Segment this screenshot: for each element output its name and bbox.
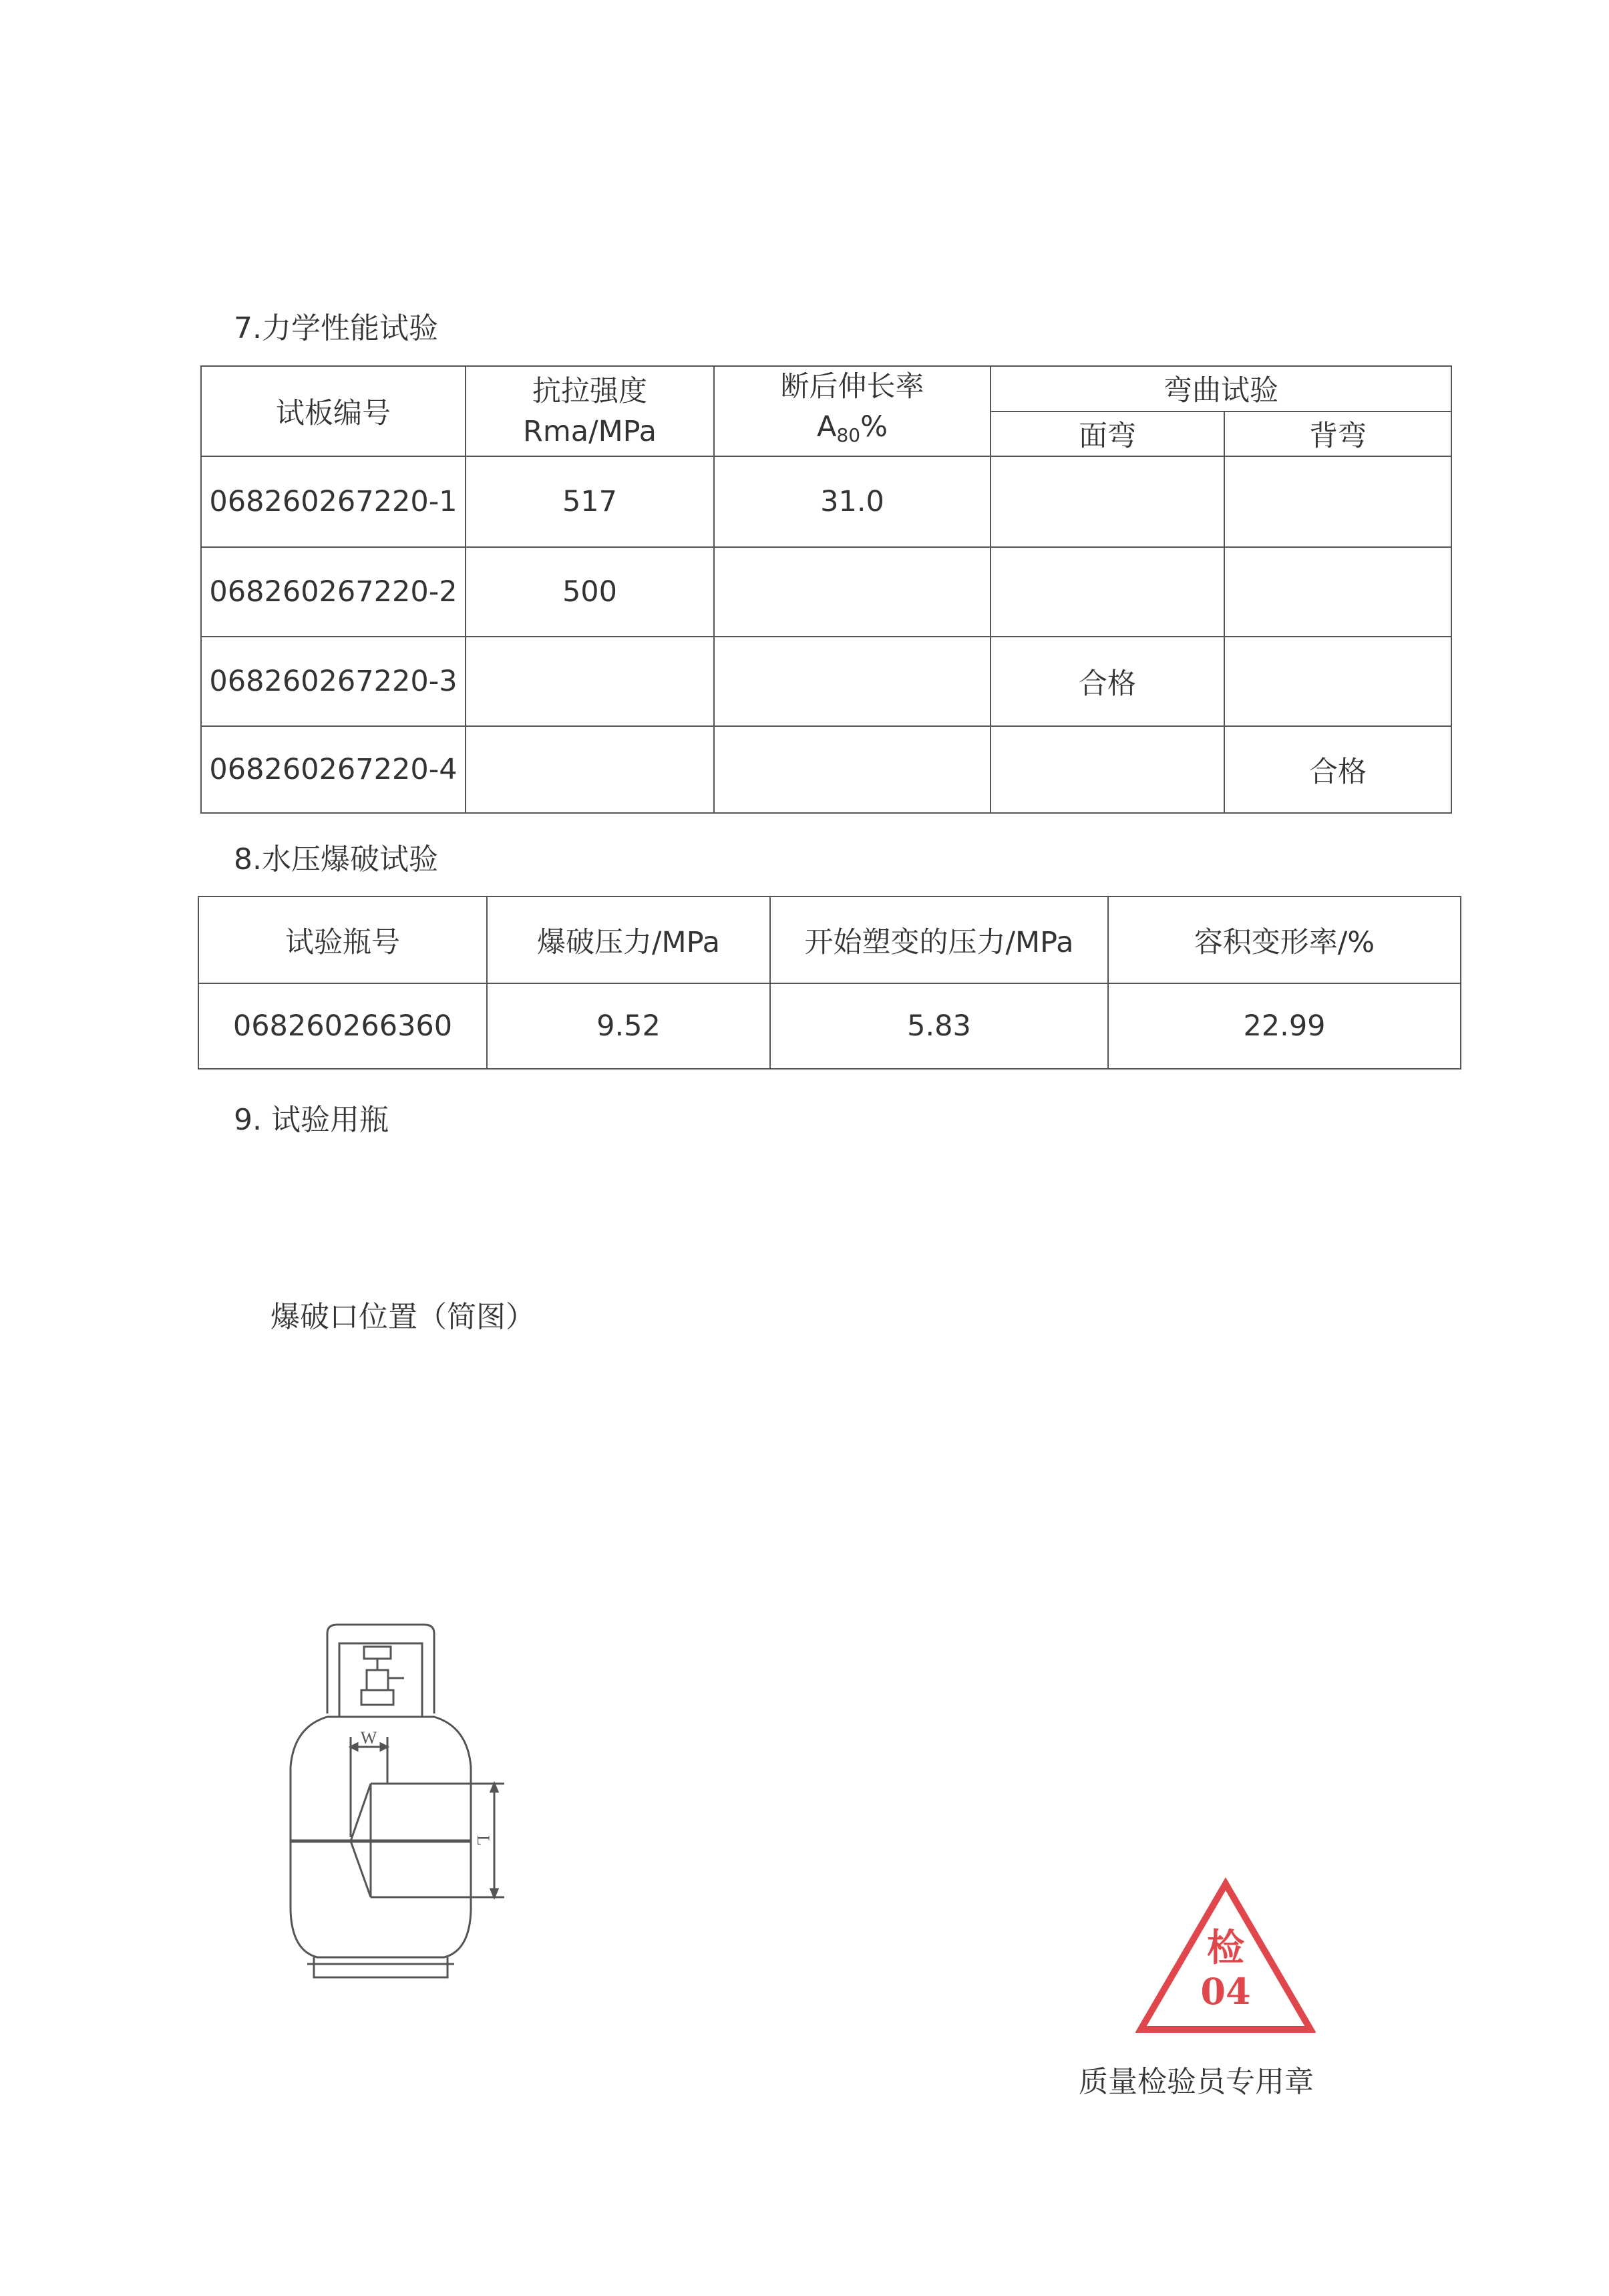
- header-specimen-id: 试板编号: [201, 366, 466, 456]
- cell-specimen-id: 068260267220-1: [201, 456, 466, 547]
- cell-back-bend: [1224, 637, 1451, 726]
- elong-unit-sub: 80: [836, 424, 861, 446]
- cell-volume-deformation: 22.99: [1108, 983, 1461, 1069]
- header-tensile-unit: Rma/MPa: [522, 414, 657, 448]
- table-row: [198, 983, 1461, 1069]
- table-header-row: [198, 896, 1461, 983]
- cell-elongation: [714, 547, 991, 637]
- cell-face-bend: [991, 547, 1224, 637]
- header-yield-pressure: 开始塑变的压力/MPa: [770, 896, 1108, 983]
- cell-tensile: 517: [466, 456, 714, 547]
- elong-unit-main: A: [817, 410, 837, 444]
- sketch-caption: 爆破口位置（简图）: [271, 1300, 535, 1334]
- header-bottle-id: 试验瓶号: [198, 896, 487, 983]
- table-row: [201, 547, 1451, 637]
- cell-back-bend: [1224, 547, 1451, 637]
- cell-yield-pressure: 5.83: [770, 983, 1108, 1069]
- cell-back-bend: 合格: [1224, 726, 1451, 813]
- valve-body: [367, 1670, 388, 1690]
- cell-face-bend: [991, 456, 1224, 547]
- header-elongation-unit: [715, 407, 990, 456]
- cell-elongation: [714, 637, 991, 726]
- cell-face-bend: 合格: [991, 637, 1224, 726]
- cell-bottle-id: 068260266360: [198, 983, 487, 1069]
- table-row: [201, 726, 1451, 813]
- header-elongation: [714, 366, 991, 456]
- cell-specimen-id: 068260267220-2: [201, 547, 466, 637]
- cell-specimen-id: 068260267220-4: [201, 726, 466, 813]
- stamp-number: 04: [1200, 1970, 1251, 2013]
- stamp-caption: 质量检验员专用章: [1079, 2065, 1314, 2099]
- section-8-title: 8.水压爆破试验: [234, 842, 438, 876]
- cell-burst-pressure: 9.52: [487, 983, 770, 1069]
- table-row: [201, 637, 1451, 726]
- inspector-stamp: [1135, 1877, 1316, 2037]
- cell-back-bend: [1224, 456, 1451, 547]
- mechanical-test-table: [200, 365, 1452, 814]
- header-volume-deformation: 容积变形率/%: [1108, 896, 1461, 983]
- header-face-bend: 面弯: [991, 412, 1224, 457]
- header-elongation-label: 断后伸长率: [780, 370, 924, 403]
- header-back-bend: 背弯: [1224, 412, 1451, 457]
- cylinder-sketch: [271, 1617, 544, 1991]
- cell-tensile: 500: [466, 547, 714, 637]
- elong-unit-tail: %: [860, 410, 888, 444]
- cell-face-bend: [991, 726, 1224, 813]
- cell-elongation: 31.0: [714, 456, 991, 547]
- w-dimension-label: W: [360, 1728, 377, 1748]
- table-row: [201, 456, 1451, 547]
- cell-tensile: [466, 637, 714, 726]
- section-7-title: 7.力学性能试验: [234, 311, 438, 345]
- cylinder-body: [291, 1717, 471, 1957]
- cell-tensile: [466, 726, 714, 813]
- foot-ring: [314, 1957, 448, 1977]
- stamp-character: 检: [1207, 1926, 1244, 1970]
- burst-test-table: [198, 896, 1461, 1070]
- valve-handwheel: [364, 1647, 391, 1659]
- cell-elongation: [714, 726, 991, 813]
- header-bend-test: 弯曲试验: [991, 366, 1451, 412]
- header-burst-pressure: 爆破压力/MPa: [487, 896, 770, 983]
- section-9-title: 9. 试验用瓶: [234, 1103, 389, 1137]
- valve-base: [361, 1690, 393, 1705]
- cell-specimen-id: 068260267220-3: [201, 637, 466, 726]
- header-tensile: [466, 366, 714, 456]
- header-tensile-label: 抗拉强度: [532, 374, 647, 408]
- l-dimension-label: L: [474, 1835, 493, 1846]
